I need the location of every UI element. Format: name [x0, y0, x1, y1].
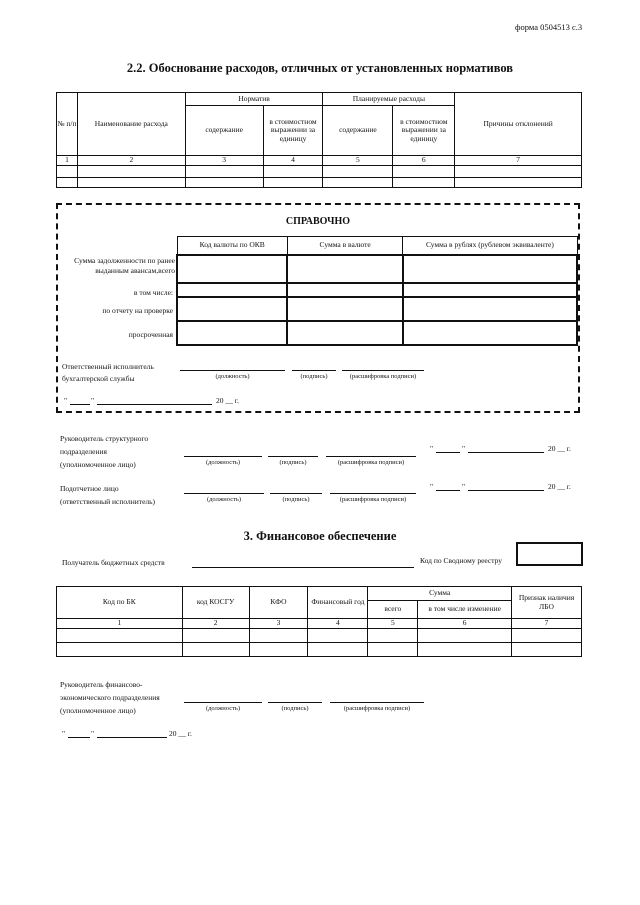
fin-head-label-2: экономического подразделения — [60, 693, 160, 702]
accountable-label-2: (ответственный исполнитель) — [60, 497, 156, 506]
decode-line[interactable] — [326, 456, 416, 457]
date-year: 20 __ г. — [548, 482, 571, 491]
signature-caption: (подпись) — [282, 496, 310, 503]
resp-executor-label-2: бухгалтерской службы — [62, 374, 135, 383]
decode-caption: (расшифровка подписи) — [337, 459, 405, 466]
table-row — [57, 643, 582, 657]
registry-label: Код по Сводному реестру — [420, 556, 503, 565]
column-numbers-row — [57, 619, 582, 629]
date-year: 20 __ г. — [548, 444, 571, 453]
column-numbers-row — [57, 156, 582, 166]
col-number: 5 — [368, 619, 418, 629]
report-row — [177, 297, 577, 321]
report-amount-rub-cell[interactable] — [403, 297, 577, 321]
debt-currency-code-cell[interactable] — [177, 255, 287, 283]
col-number: 4 — [263, 156, 323, 166]
signature-caption: (подпись) — [281, 705, 309, 712]
plan-group-header: Планируемые расходы — [323, 93, 455, 106]
table-row — [57, 177, 582, 187]
reference-title: СПРАВОЧНО — [285, 216, 351, 227]
section-3-title: 3. Финансовое обеспечение — [243, 529, 397, 543]
report-amount-currency-cell[interactable] — [287, 297, 402, 321]
col-num-header: № п/п — [57, 93, 78, 156]
position-caption: (должность) — [205, 705, 241, 712]
date-quote-close: " — [462, 444, 466, 453]
date-quote-close: " — [462, 482, 466, 491]
col-number: 4 — [308, 619, 368, 629]
reference-table — [176, 236, 578, 346]
col-number: 7 — [455, 156, 582, 166]
signature-line[interactable] — [292, 370, 336, 371]
signature-line[interactable] — [268, 702, 322, 703]
col-number: 1 — [57, 156, 78, 166]
col-amount-currency-header: Сумма в валюте — [287, 237, 402, 255]
decode-caption: (расшифровка подписи) — [339, 496, 407, 503]
resp-executor-label-1: Ответственный исполнитель — [62, 362, 154, 371]
overdue-currency-code-cell[interactable] — [177, 321, 287, 345]
overdue-amount-rub-cell[interactable] — [403, 321, 577, 345]
col-plan-content-header: содержание — [323, 106, 393, 156]
decode-line[interactable] — [330, 493, 416, 494]
date-quote-open: " — [62, 729, 66, 738]
date-quote-open: " — [64, 396, 68, 405]
col-number: 5 — [323, 156, 393, 166]
col-norm-content-header: содержание — [185, 106, 263, 156]
decode-caption: (расшифровка подписи) — [349, 373, 417, 380]
col-kfo-header: КФО — [249, 587, 308, 619]
col-name-header: Наименование расхода — [77, 93, 185, 156]
report-label: по отчету на проверке — [102, 306, 173, 315]
col-number: 2 — [182, 619, 249, 629]
financing-table — [56, 586, 582, 657]
col-lbo-header: Признак наличия ЛБО — [512, 587, 582, 619]
col-number: 6 — [393, 156, 455, 166]
decode-line[interactable] — [342, 370, 424, 371]
form-reference: форма 0504513 с.3 — [515, 22, 583, 32]
col-number: 6 — [418, 619, 512, 629]
position-line[interactable] — [184, 702, 262, 703]
position-line[interactable] — [184, 493, 264, 494]
col-bk-header: Код по БК — [57, 587, 183, 619]
recipient-label: Получатель бюджетных средств — [62, 558, 165, 567]
date-day-line[interactable] — [436, 490, 460, 491]
col-number: 7 — [512, 619, 582, 629]
col-number: 2 — [77, 156, 185, 166]
col-kosgu-header: код КОСГУ — [182, 587, 249, 619]
date-month-line[interactable] — [97, 404, 212, 405]
signature-line[interactable] — [268, 456, 318, 457]
col-amount-rub-header: Сумма в рублях (рублевом эквиваленте) — [403, 237, 577, 255]
debt-amount-currency-cell[interactable] — [287, 255, 402, 283]
section-22-title: 2.2. Обоснование расходов, отличных от установленных нормативов — [126, 61, 514, 75]
head-struct-label-2: подразделения — [60, 447, 107, 456]
signature-line[interactable] — [270, 493, 322, 494]
date-quote-open: " — [430, 444, 434, 453]
signature-caption: (подпись) — [300, 373, 328, 380]
col-number: 1 — [57, 619, 183, 629]
date-quote-close: " — [91, 396, 95, 405]
fin-head-label-1: Руководитель финансово- — [60, 680, 143, 689]
position-caption: (должность) — [215, 373, 250, 380]
col-plan-cost-header: в стоимостном выражении за единицу — [393, 106, 455, 156]
norm-group-header: Норматив — [185, 93, 323, 106]
recipient-line[interactable] — [192, 567, 414, 568]
report-currency-code-cell[interactable] — [177, 297, 287, 321]
date-year: 20 __ г. — [169, 729, 192, 738]
deviation-table — [56, 92, 582, 188]
date-month-line[interactable] — [468, 452, 544, 453]
date-year: 20 __ г. — [216, 396, 239, 405]
debt-row — [177, 255, 577, 283]
overdue-label: просроченная — [128, 330, 173, 339]
col-currency-code-header: Код валюты по ОКВ — [177, 237, 287, 255]
col-norm-cost-header: в стоимостном выражении за единицу — [263, 106, 323, 156]
date-month-line[interactable] — [97, 737, 167, 738]
col-year-header: Финансовый год — [308, 587, 368, 619]
signature-caption: (подпись) — [279, 459, 307, 466]
date-month-line[interactable] — [468, 490, 544, 491]
overdue-amount-currency-cell[interactable] — [287, 321, 402, 345]
col-number: 3 — [249, 619, 308, 629]
accountable-label-1: Подотчетное лицо — [60, 484, 119, 493]
date-day-line[interactable] — [68, 737, 90, 738]
head-struct-label-1: Руководитель структурного — [60, 434, 149, 443]
table-row — [57, 165, 582, 177]
position-caption: (должность) — [205, 459, 241, 466]
registry-code-box[interactable] — [516, 542, 583, 566]
including-row — [177, 283, 577, 297]
debt-amount-rub-cell[interactable] — [403, 255, 577, 283]
decode-line[interactable] — [330, 702, 424, 703]
fin-head-label-3: (уполномоченное лицо) — [60, 706, 136, 715]
decode-caption: (расшифровка подписи) — [343, 705, 411, 712]
col-number: 3 — [185, 156, 263, 166]
table-row — [57, 629, 582, 643]
date-quote-open: " — [430, 482, 434, 491]
col-reasons-header: Причины отклонений — [455, 93, 582, 156]
position-line[interactable] — [184, 456, 262, 457]
sum-group-header: Сумма — [368, 587, 512, 601]
date-day-line[interactable] — [436, 452, 460, 453]
overdue-row — [177, 321, 577, 345]
col-total-header: всего — [368, 601, 418, 619]
col-change-header: в том числе изменение — [418, 601, 512, 619]
debt-label: Сумма задолженности по ранее выданным авансам,всего — [74, 256, 175, 275]
head-struct-label-3: (уполномоченное лицо) — [60, 460, 136, 469]
position-caption: (должность) — [206, 496, 242, 503]
date-day-line[interactable] — [70, 404, 90, 405]
position-line[interactable] — [180, 370, 285, 371]
including-label: в том числе: — [133, 288, 173, 297]
date-quote-close: " — [91, 729, 95, 738]
